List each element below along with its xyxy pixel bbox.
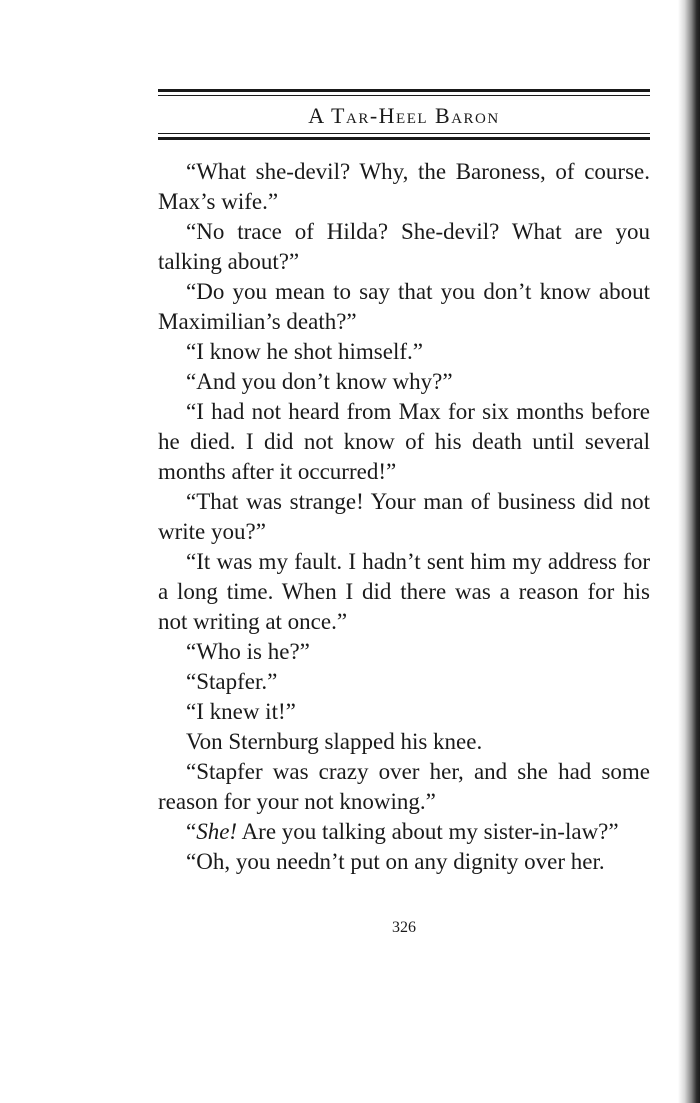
header-rule-top-thin — [158, 95, 650, 96]
open-quote: “ — [186, 819, 197, 844]
paragraph: “No trace of Hilda? She-devil? What are you talking about?” — [158, 219, 650, 274]
italic-she: She! — [196, 819, 238, 844]
page-edge-shadow — [678, 0, 700, 1103]
header-rule-bottom-thin — [158, 133, 650, 134]
paragraph: Von Sternburg slapped his knee. — [186, 729, 483, 754]
paragraph: “Who is he?” — [186, 639, 310, 664]
paragraph: “It was my fault. I hadn’t sent him my address for a long time. When I did there was a reason for his not writing at once.” — [158, 549, 650, 634]
paragraph-she-rest: Are you talking about my sister-in-law?” — [237, 819, 619, 844]
paragraph: “I had not heard from Max for six months before he died. I did not know of his death until several months after it occurred!” — [158, 399, 650, 484]
header-rule-top-thick — [158, 89, 650, 92]
page-number: 326 — [392, 919, 416, 936]
paragraph: “I know he shot himself.” — [186, 339, 423, 364]
running-head: A Tar-Heel Baron — [308, 103, 500, 128]
header-rule-bottom-thick — [158, 137, 650, 140]
paragraph: “I knew it!” — [186, 699, 296, 724]
paragraph: “Do you mean to say that you don’t know about Maximilian’s death?” — [158, 279, 650, 334]
paragraph-last: “Oh, you needn’t put on any dignity over her. — [186, 849, 605, 874]
paragraph: “Stapfer was crazy over her, and she had some reason for your not knowing.” — [158, 759, 650, 814]
paragraph-she — [158, 817, 650, 847]
paragraph: “That was strange! Your man of business did not write you?” — [158, 489, 650, 544]
body-text — [158, 157, 650, 877]
paragraph: “What she-devil? Why, the Baroness, of course. Max’s wife.” — [158, 159, 650, 214]
paragraph: “And you don’t know why?” — [186, 369, 453, 394]
paragraph: “Stapfer.” — [186, 669, 278, 694]
